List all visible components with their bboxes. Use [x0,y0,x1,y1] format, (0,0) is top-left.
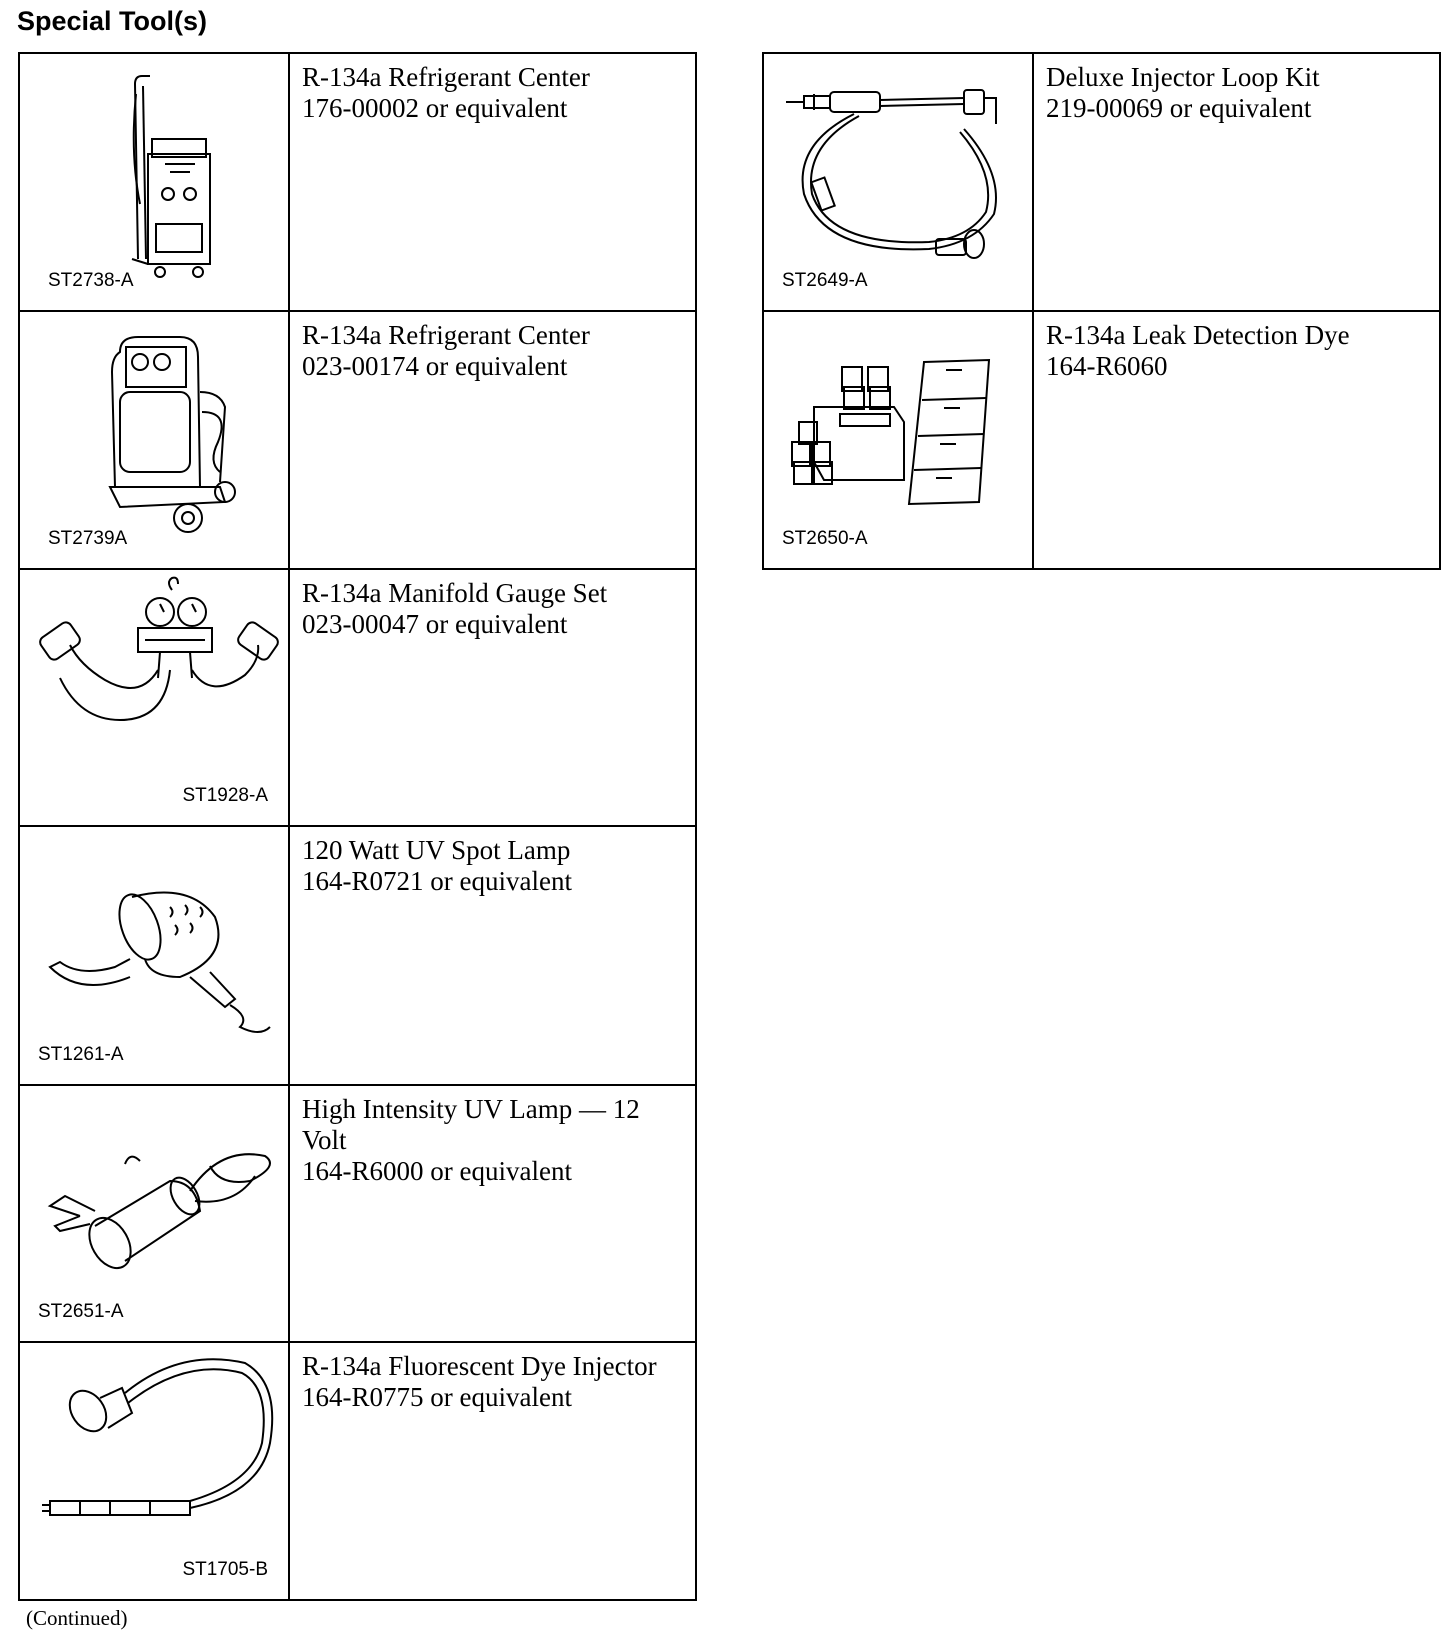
tool-illustration-cell [19,1342,289,1600]
tool-description [289,1342,696,1600]
tool-code: ST2738-A [48,270,134,291]
special-tools-table-right [762,52,1441,570]
tool-part-number: 023-00047 or equivalent [302,609,568,639]
tool-code: ST2650-A [782,528,868,549]
tool-part-number: 023-00174 or equivalent [302,351,568,381]
tool-part-number: 164-R6060 [1046,351,1168,381]
tool-row [19,311,696,569]
tool-name: Deluxe Injector Loop Kit [1046,62,1320,92]
tool-code: ST2739A [48,528,128,549]
tool-illustration-cell [19,311,289,569]
tool-code: ST2651-A [38,1301,124,1322]
tool-code: ST2649-A [782,270,868,291]
tool-description [1033,53,1440,311]
tool-row [19,569,696,826]
tool-code: ST1928-A [182,785,268,806]
tool-illustration-cell [19,826,289,1085]
tool-name: R-134a Refrigerant Center [302,62,590,92]
tool-description [289,311,696,569]
tool-name: High Intensity UV Lamp — 12 Volt [302,1094,640,1155]
tool-part-number: 164-R0721 or equivalent [302,866,572,896]
continued-note: (Continued) [26,1606,128,1630]
tool-code: ST1705-B [182,1559,268,1580]
tool-description [289,1085,696,1342]
tool-illustration-cell [19,1085,289,1342]
special-tools-table-left [18,52,697,1601]
tool-name: R-134a Manifold Gauge Set [302,578,608,608]
tool-illustration-cell [763,53,1033,311]
tool-description [1033,311,1440,569]
tool-description [289,53,696,311]
tool-row [763,311,1440,569]
tool-part-number: 164-R0775 or equivalent [302,1382,572,1412]
tool-name: R-134a Refrigerant Center [302,320,590,350]
tool-row [763,53,1440,311]
tool-name: 120 Watt UV Spot Lamp [302,835,571,865]
tool-row [19,1085,696,1342]
page-title: Special Tool(s) [17,6,208,36]
tool-code: ST1261-A [38,1044,124,1065]
tool-part-number: 164-R6000 or equivalent [302,1156,572,1186]
tool-part-number: 219-00069 or equivalent [1046,93,1312,123]
tool-name: R-134a Leak Detection Dye [1046,320,1350,350]
tool-description [289,826,696,1085]
tool-row [19,826,696,1085]
tool-illustration-cell [763,311,1033,569]
tool-part-number: 176-00002 or equivalent [302,93,568,123]
tool-illustration-cell [19,569,289,826]
tool-row [19,53,696,311]
tool-description [289,569,696,826]
tool-illustration-cell [19,53,289,311]
tool-name: R-134a Fluorescent Dye Injector [302,1351,657,1381]
tool-row [19,1342,696,1600]
